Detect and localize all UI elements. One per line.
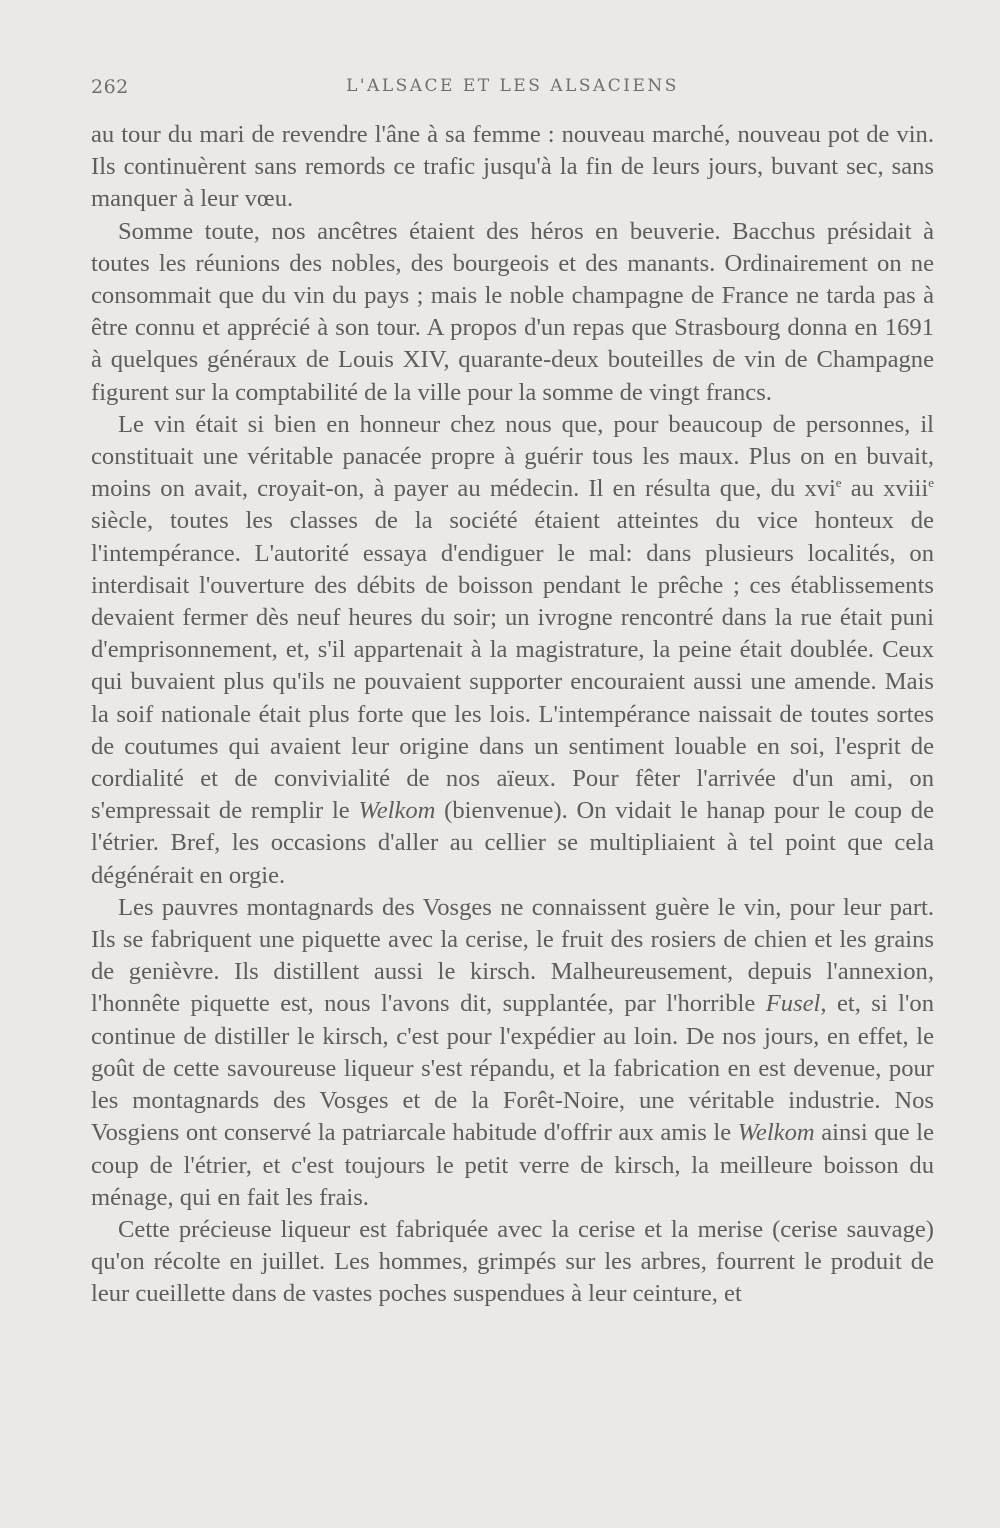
- paragraph: [91, 409, 934, 892]
- text-run: Somme toute, nos ancêtres étaient des héros en beuverie. Bacchus présidait à toutes les réunions des nobles, des bourgeois et des manants. Ordinairement on ne consommait que du vin du pays ; mais le noble champagne de France ne tarda pas à être connu et apprécié à son tour. A propos d'un repas que Strasbourg donna en 1691 à quelques généraux de Louis XIV, quarante-deux bouteilles de vin de Champagne figurent sur la comptabilité de la ville pour la somme de vingt francs.: [91, 217, 934, 406]
- text-run: Le vin était si bien en honneur chez nous que, pour beaucoup de personnes, il constituait une véritable panacée propre à guérir tous les maux. Plus on en buvait, moins on avait, croyait-on, à payer au médecin. Il en résulta que, du xvi: [91, 410, 934, 503]
- text-run: siècle, toutes les classes de la société étaient atteintes du vice honteux de l'intempérance. L'autorité essaya d'endiguer le mal: dans plusieurs localités, on interdisait l'ouverture des débits de boisson pendant le prêche ; ces établissements devaient fermer dès neuf heures du soir; un ivrogne rencontré dans la rue était puni d'emprisonnement, et, s'il appartenait à la magistrature, la peine était doublée. Ceux qui buvaient plus qu'ils ne pouvaient supporter encouraient aussi une amende. Mais la soif nationale était plus forte que les lois. L'intempérance naissait de toutes sortes de coutumes qui avaient leur origine dans un sentiment louable en soi, l'esprit de cordialité et de convivialité de nos aïeux. Pour fêter l'arrivée d'un ami, on s'empressait de remplir le: [91, 507, 934, 825]
- paragraph: [91, 892, 934, 1214]
- superscript: e: [835, 475, 842, 491]
- page-number: 262: [91, 76, 129, 98]
- superscript: e: [928, 475, 934, 491]
- running-title: L'ALSACE ET LES ALSACIENS: [346, 76, 679, 96]
- text-run: , et, si l'on continue de distiller le kirsch, c'est pour l'expédier au loin. De nos jours, en effet, le goût de cette savoureuse liqueur s'est répandu, et la fabrication en est devenue, pour les montagnards des Vosges et de la Forêt-Noire, une véritable industrie. Nos Vosgiens ont conservé la patriarcale habitude d'offrir aux amis le: [91, 990, 934, 1147]
- italic-term: Fusel: [765, 990, 821, 1018]
- paragraph: [91, 119, 934, 216]
- paragraph: [91, 216, 934, 409]
- text-run: au tour du mari de revendre l'âne à sa femme : nouveau marché, nouveau pot de vin. Ils continuèrent sans remords ce trafic jusqu'à la fin de leurs jours, buvant sec, sans manquer à leur vœu.: [91, 121, 934, 213]
- text-run: (bienvenue). On vidait le hanap pour le coup de l'étrier. Bref, les occasions d'aller au cellier se multipliaient à tel point que cela dégénérait en orgie.: [91, 797, 934, 889]
- paragraph: [91, 1214, 934, 1311]
- text-run: Les pauvres montagnards des Vosges ne connaissent guère le vin, pour leur part. Ils se fabriquent une piquette avec la cerise, le fruit des rosiers de chien et les grains de genièvre. Ils distillent aussi le kirsch. Malheureusement, depuis l'annexion, l'honnête piquette est, nous l'avons dit, supplantée, par l'horrible: [91, 893, 934, 1018]
- text-run: Cette précieuse liqueur est fabriquée avec la cerise et la merise (cerise sauvage) qu'on récolte en juillet. Les hommes, grimpés sur les arbres, fourrent le produit de leur cueillette dans de vastes poches suspendues à leur ceinture, et: [91, 1215, 934, 1308]
- italic-term: Welkom: [358, 797, 436, 825]
- body-text: [91, 119, 934, 1311]
- page-header: [91, 76, 934, 110]
- italic-term: Welkom: [737, 1119, 815, 1147]
- text-run: ainsi que le coup de l'étrier, et c'est toujours le petit verre de kirsch, la meilleure boisson du ménage, qui en fait les frais.: [91, 1119, 934, 1211]
- text-run: au xviii: [841, 475, 929, 503]
